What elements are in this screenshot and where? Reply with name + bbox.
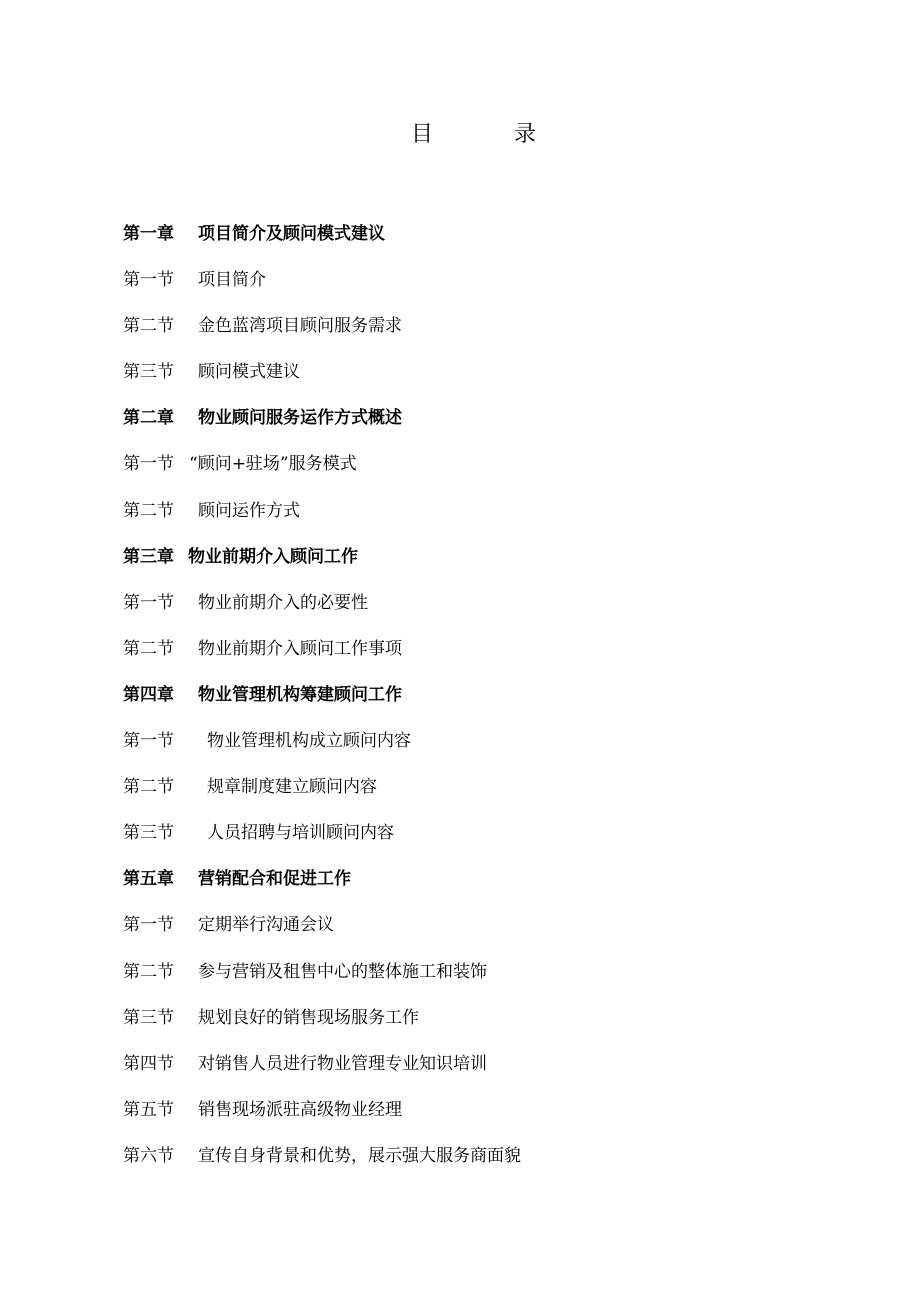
toc-section-title: 参与营销及租售中心的整体施工和装饰 xyxy=(198,961,487,982)
toc-section-number: 第六节 xyxy=(123,1145,174,1166)
toc-chapter-number: 第三章 xyxy=(123,546,174,567)
toc-section-number: 第三节 xyxy=(123,823,174,844)
toc-section-number: 第四节 xyxy=(123,1053,174,1074)
table-of-contents xyxy=(123,216,883,1184)
toc-section-2-2[interactable] xyxy=(123,493,883,539)
toc-chapter-4[interactable] xyxy=(123,677,883,723)
toc-chapter-1[interactable] xyxy=(123,216,883,262)
toc-chapter-title: 营销配合和促进工作 xyxy=(198,869,351,890)
toc-title-char-1: 目 xyxy=(411,122,434,147)
toc-chapter-3[interactable] xyxy=(123,539,883,585)
toc-section-5-2[interactable] xyxy=(123,954,883,1000)
toc-chapter-title: 项目简介及顾问模式建议 xyxy=(198,224,385,244)
toc-chapter-title: 物业顾问服务运作方式概述 xyxy=(198,408,402,429)
toc-chapter-number: 第五章 xyxy=(123,869,174,890)
toc-chapter-title: 物业管理机构筹建顾问工作 xyxy=(198,684,402,705)
toc-section-1-3[interactable] xyxy=(123,354,883,400)
toc-section-title: 金色蓝湾项目顾问服务需求 xyxy=(198,316,402,337)
toc-section-5-4[interactable] xyxy=(123,1046,883,1092)
toc-section-5-5[interactable] xyxy=(123,1092,883,1138)
toc-section-number: 第一节 xyxy=(123,270,174,291)
toc-title xyxy=(0,118,920,152)
toc-section-number: 第二节 xyxy=(123,961,174,982)
toc-section-3-1[interactable] xyxy=(123,585,883,631)
toc-chapter-number: 第四章 xyxy=(123,684,174,705)
toc-section-number: 第二节 xyxy=(123,638,174,659)
toc-section-1-2[interactable] xyxy=(123,308,883,354)
toc-section-title: 物业前期介入的必要性 xyxy=(198,592,368,613)
toc-section-4-3[interactable] xyxy=(123,815,883,861)
toc-section-number: 第一节 xyxy=(123,454,174,475)
toc-section-number: 第一节 xyxy=(123,915,174,936)
toc-section-number: 第五节 xyxy=(123,1099,174,1120)
toc-section-title: 销售现场派驻高级物业经理 xyxy=(198,1099,402,1120)
toc-section-title: 规章制度建立顾问内容 xyxy=(207,777,377,798)
toc-section-title: 对销售人员进行物业管理专业知识培训 xyxy=(198,1053,487,1074)
toc-section-4-2[interactable] xyxy=(123,769,883,815)
toc-section-title: 顾问模式建议 xyxy=(198,362,300,383)
toc-section-title: 定期举行沟通会议 xyxy=(198,915,334,936)
toc-section-5-3[interactable] xyxy=(123,1000,883,1046)
toc-section-5-1[interactable] xyxy=(123,907,883,953)
toc-section-title: 物业管理机构成立顾问内容 xyxy=(207,731,411,752)
toc-section-title: 宣传自身背景和优势，展示强大服务商面貌 xyxy=(198,1145,521,1166)
toc-section-number: 第二节 xyxy=(123,316,174,337)
toc-section-3-2[interactable] xyxy=(123,631,883,677)
toc-chapter-number: 第二章 xyxy=(123,408,174,429)
toc-chapter-2[interactable] xyxy=(123,400,883,446)
toc-section-title: 物业前期介入顾问工作事项 xyxy=(198,638,402,659)
toc-chapter-number: 第一章 xyxy=(123,224,174,244)
toc-chapter-title: 物业前期介入顾问工作 xyxy=(188,546,358,567)
toc-title-char-2: 录 xyxy=(514,122,537,147)
toc-section-title: 规划良好的销售现场服务工作 xyxy=(198,1007,419,1028)
toc-section-title: 人员招聘与培训顾问内容 xyxy=(207,823,394,844)
toc-section-2-1[interactable] xyxy=(123,446,883,492)
toc-section-title: “顾问+驻场”服务模式 xyxy=(189,454,357,475)
toc-chapter-5[interactable] xyxy=(123,861,883,907)
toc-section-title: 项目简介 xyxy=(198,270,266,291)
toc-section-title: 顾问运作方式 xyxy=(198,500,300,521)
toc-section-number: 第二节 xyxy=(123,500,174,521)
toc-section-number: 第一节 xyxy=(123,731,174,752)
toc-section-number: 第三节 xyxy=(123,362,174,383)
toc-section-4-1[interactable] xyxy=(123,723,883,769)
toc-section-number: 第三节 xyxy=(123,1007,174,1028)
toc-section-number: 第二节 xyxy=(123,777,174,798)
toc-section-1-1[interactable] xyxy=(123,262,883,308)
toc-section-number: 第一节 xyxy=(123,592,174,613)
toc-section-5-6[interactable] xyxy=(123,1138,883,1184)
